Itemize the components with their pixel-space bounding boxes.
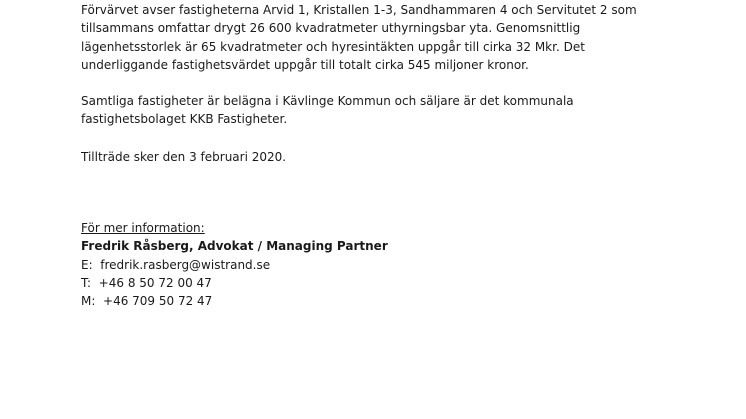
contact-block [81,219,388,310]
contact-email[interactable]: E: fredrik.rasberg@wistrand.se [81,257,271,272]
paragraph-location: Samtliga fastigheter är belägna i Kävlinge Kommun och säljare är det kommunala fastighetsbolaget KKB Fastigheter. [81,94,574,127]
paragraph-acquisition: Förvärvet avser fastigheterna Arvid 1, Kristallen 1-3, Sandhammaren 4 och Servitutet 2 som tillsammans omfattar drygt 26 600 kvadratmeter uthyrningsbar yta. Genomsnittlig lägenhetsstorlek är 65 kvadratmeter och hyresintäkten uppgår till cirka 32 Mkr. Det underliggande fastighetsvärdet uppgår till totalt cirka 545 miljoner kronor. [81,3,637,72]
contact-heading: För mer information: [81,221,205,235]
contact-mobile: M: +46 709 50 72 47 [81,294,213,309]
contact-name: Fredrik Råsberg, Advokat / Managing Partner [81,239,388,254]
contact-phone: T: +46 8 50 72 00 47 [81,275,212,290]
paragraph-access-date: Tillträde sker den 3 februari 2020. [81,150,287,164]
